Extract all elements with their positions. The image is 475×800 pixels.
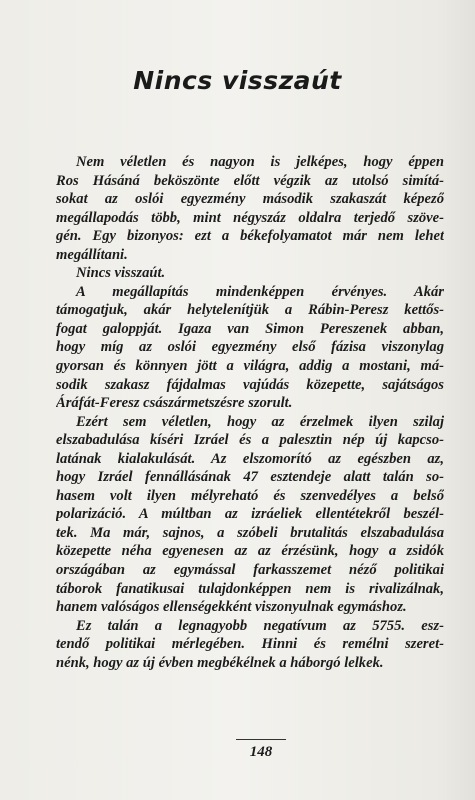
text-line: támogatjuk, akár helytelenítjük a Rábin-Peresz kettős- (56, 302, 444, 319)
page-number-rule (236, 739, 286, 740)
text-line: gén. Egy bizonyos: ezt a békefolyamatot már nem lehet (56, 228, 444, 245)
text-line: táborok fanatikusai tulajdonképpen nem is rivalizálnak, (56, 580, 444, 597)
text-line: gyorsan és könnyen jött a világra, addig a mostani, má- (56, 358, 444, 375)
text-line: fogat galoppját. Igaza van Simon Pereszenek abban, (56, 320, 444, 337)
text-line: megállítani. (56, 246, 128, 263)
text-line: Nem véletlen és nagyon is jelképes, hogy éppen (76, 154, 444, 170)
text-line: tek. Ma már, sajnos, a szóbeli brutalitás elszabadulása (56, 524, 444, 541)
page-number: 148 (249, 744, 273, 760)
text-line: Ros Hásáná beköszönte előtt végzik az utolsó simítá- (56, 172, 444, 189)
text-line: tendő politikai mérlegében. Hinni és remélni szeret- (56, 636, 444, 653)
text-line: hogy Izráel fennállásának 47 esztendeje alatt talán so- (56, 469, 444, 486)
text-line: hogy míg az oslói egyezmény első fázisa viszonylag (56, 339, 444, 356)
text-line: Nincs visszaút. (76, 265, 166, 282)
text-line: sokat az oslói egyezmény második szakaszát képező (56, 191, 444, 208)
text-line: latának kialakulását. Az elszomorító az egészben az, (56, 450, 444, 467)
text-line: sodik szakasz fájdalmas vajúdás közepette, sajátságos (56, 376, 444, 393)
text-line: országában az egymással farkasszemet néző politikai (56, 562, 444, 579)
text-line: Ezért sem véletlen, hogy az érzelmek ilyen szilaj (76, 413, 444, 430)
text-line: Ez talán a legnagyobb negatívum az 5755. esz- (76, 617, 444, 634)
text-line: elszabadulása kíséri Izráel és a palesztin nép új kapcso- (56, 432, 444, 449)
chapter-title: Nincs visszaút (133, 66, 342, 95)
text-line: Áráfát-Feresz császármetszésre szorult. (56, 395, 293, 412)
body-text (56, 153, 444, 672)
text-line: nénk, hogy az új évben megbékélnek a háborgó lelkek. (56, 654, 384, 671)
text-line: hanem valóságos ellenségekként viszonyulnak egymáshoz. (56, 599, 407, 616)
text-line: hasem volt ilyen mélyreható és szenvedélyes a belső (56, 487, 444, 504)
text-line: közepette néha egyenesen az az érzésünk, hogy a zsidók (56, 543, 444, 560)
text-line: megállapodás több, mint négyszáz oldalra terjedő szöve- (56, 209, 444, 226)
text-line: polarizáció. A múltban az izráeliek ellentétekről beszél- (56, 506, 444, 523)
text-line: A megállapítás mindenképpen érvényes. Akár (76, 283, 444, 300)
